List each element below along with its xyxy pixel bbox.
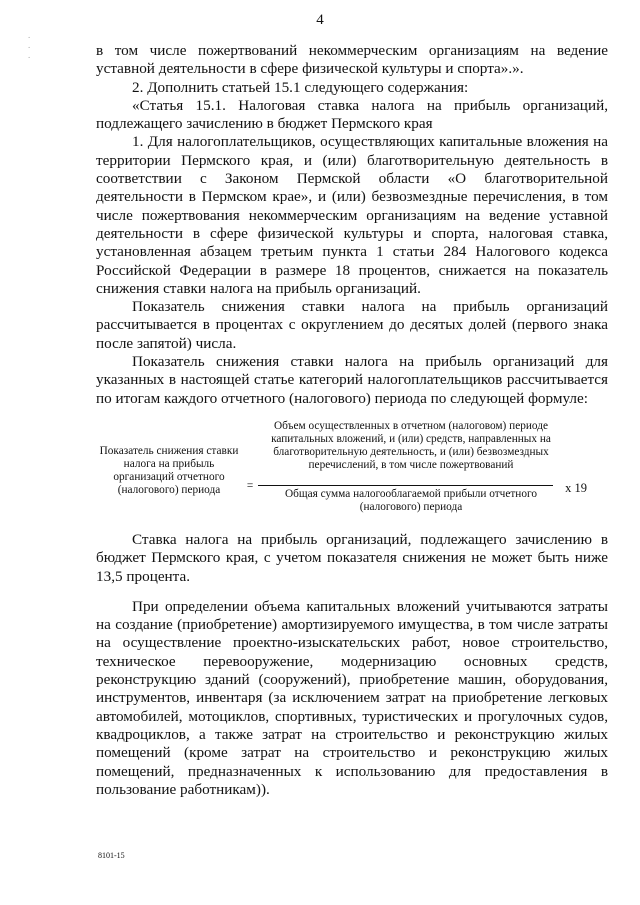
margin-mark: . bbox=[28, 40, 31, 50]
paragraph: Показатель снижения ставки налога на прибыль организаций для указанных в настоящей статье категорий налогоплательщиков рассчитывается по итогам каждого отчетного (налогового) периода по следующей формуле: bbox=[96, 353, 608, 407]
formula-multiplier: x 19 bbox=[565, 481, 587, 495]
formula-numerator: Объем осуществленных в отчетном (налоговом) периоде капитальных вложений, и (или) средств, направленных на благотворительную деятельность, и (или) безвозмездных перечислений, в том числе пожертвований bbox=[271, 420, 551, 471]
top-text-block bbox=[96, 42, 608, 408]
formula bbox=[96, 420, 608, 524]
formula-lhs: Показатель снижения ставки налога на прибыль организаций отчетного (налогового) периода bbox=[99, 445, 239, 496]
footer-code: 8101-15 bbox=[98, 851, 125, 860]
margin-mark: . bbox=[28, 50, 31, 60]
paragraph: 2. Дополнить статьей 15.1 следующего содержания: bbox=[132, 78, 469, 96]
fraction-bar bbox=[258, 485, 553, 486]
page-number: 4 bbox=[316, 12, 324, 28]
margin-mark: . bbox=[28, 30, 31, 40]
formula-denominator: Общая сумма налогооблагаемой прибыли отчетного (налогового) периода bbox=[285, 488, 537, 513]
paragraph: 1. Для налогоплательщиков, осуществляющих капитальные вложения на территории Пермского края, и (или) благотворительную деятельность в соответствии с Законом Пермской области «О благотворительной деятельности в Пермском крае», и (или) безвозмездные перечисления, в том числе пожертвования некоммерческим организациям на ведение уставной деятельности в сфере физической культуры и спорта, налоговая ставка, установленная абзацем третьим пункта 1 статьи 284 Налогового кодекса Российской Федерации в размере 18 процентов, снижается на показатель снижения ставки налога на прибыль организаций. bbox=[96, 133, 608, 297]
bottom-text-block bbox=[96, 531, 608, 799]
formula-equals: = bbox=[246, 480, 254, 492]
article-heading: «Статья 15.1. Налоговая ставка налога на прибыль организаций, подлежащего зачислению в бюджет Пермского края bbox=[96, 96, 608, 133]
paragraph: Показатель снижения ставки налога на прибыль организаций рассчитывается в процентах с округлением до десятых долей (первого знака после запятой) числа. bbox=[96, 298, 608, 352]
paragraph: При определении объема капитальных вложений учитываются затраты на создание (приобретение) амортизируемого имущества, в том числе затраты на осуществление проектно-изыскательских работ, новое строительство, техническое перевооружение, модернизацию основных средств, реконструкцию зданий (сооружений), приобретение машин, оборудования, инструментов, инвентаря (за исключением затрат на приобретение легковых автомобилей, мотоциклов, спортивных, туристических и прогулочных судов, квадроциклов, а также затрат на строительство и реконструкцию жилых помещений (кроме затрат на строительство и реконструкцию жилых помещений, предназначенных к использованию для предоставления в пользование работникам)). bbox=[96, 597, 608, 798]
paragraph: в том числе пожертвований некоммерческим организациям на ведение уставной деятельности в сфере физической культуры и спорта».». bbox=[96, 42, 608, 78]
paragraph: Ставка налога на прибыль организаций, подлежащего зачислению в бюджет Пермского края, с учетом показателя снижения не может быть ниже 13,5 процента. bbox=[96, 531, 608, 585]
